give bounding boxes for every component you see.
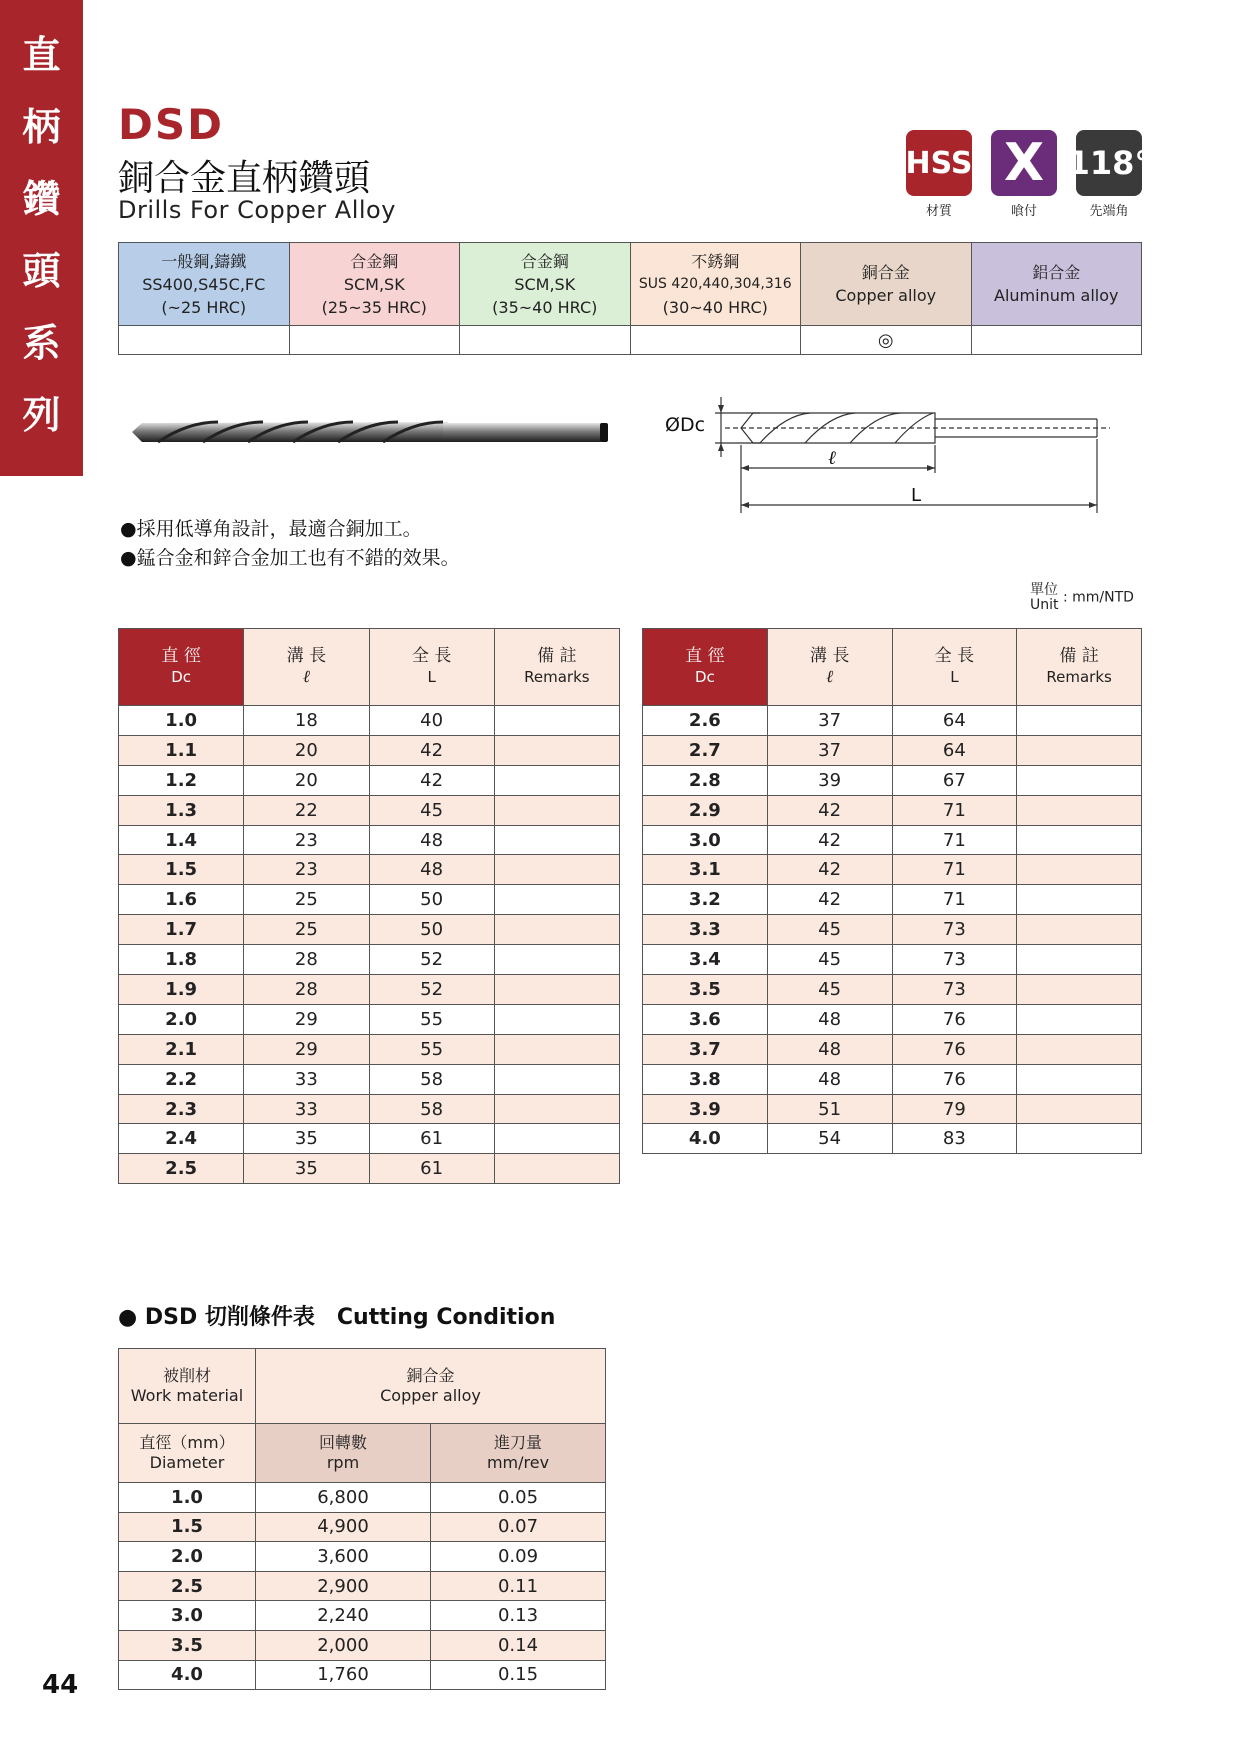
suitability-mark — [971, 326, 1142, 355]
cutting-table — [118, 1348, 606, 1690]
diameter-cell: 3.0 — [643, 825, 768, 855]
table-row — [643, 1064, 1142, 1094]
spec-table-left — [118, 628, 620, 1184]
table-row — [119, 1004, 620, 1034]
feed-header: 進刀量 mm/rev — [431, 1424, 606, 1483]
unit-zh: 單位 — [1030, 582, 1058, 598]
remarks-cell — [494, 945, 619, 975]
remarks-cell — [1017, 915, 1142, 945]
table-row — [643, 975, 1142, 1005]
badge-caption: 喰付 — [1010, 204, 1037, 219]
feed-cell: 0.05 — [431, 1483, 606, 1513]
table-row — [119, 975, 620, 1005]
table-row — [119, 945, 620, 975]
material-label: 一般鋼,鑄鐵 — [161, 251, 247, 271]
flute-length-cell: 20 — [244, 735, 369, 765]
table-row — [119, 1154, 620, 1184]
remarks-cell — [1017, 706, 1142, 736]
flute-length-cell: 33 — [244, 1064, 369, 1094]
sidebar-char: 直 — [22, 33, 61, 77]
rpm-cell: 3,600 — [256, 1542, 431, 1572]
flute-length-cell: 18 — [244, 706, 369, 736]
table-row — [119, 1094, 620, 1124]
flute-length-cell: 42 — [767, 855, 892, 885]
remarks-cell — [494, 1124, 619, 1154]
overall-length-cell: 71 — [892, 885, 1017, 915]
material-label: 合金鋼 — [520, 251, 569, 271]
sidebar-band — [0, 0, 83, 476]
diameter-cell: 2.5 — [119, 1571, 256, 1601]
diameter-cell: 3.2 — [643, 885, 768, 915]
table-row — [643, 765, 1142, 795]
table-row — [119, 885, 620, 915]
flute-length-cell: 25 — [244, 885, 369, 915]
rpm-cell: 2,240 — [256, 1601, 431, 1631]
overall-length-cell: 83 — [892, 1124, 1017, 1154]
remarks-cell — [494, 825, 619, 855]
page-number: 44 — [42, 1670, 79, 1700]
flute-length-cell: 23 — [244, 825, 369, 855]
diameter-cell: 3.1 — [643, 855, 768, 885]
overall-length-cell: 61 — [369, 1124, 494, 1154]
table-row — [119, 1601, 606, 1631]
material-cell — [971, 243, 1142, 326]
flute-length-cell: 23 — [244, 855, 369, 885]
feed-cell: 0.13 — [431, 1601, 606, 1631]
flute-length-cell: 25 — [244, 915, 369, 945]
sidebar-char: 柄 — [22, 105, 61, 149]
table-row — [643, 706, 1142, 736]
spec-table-right — [642, 628, 1142, 1154]
sidebar-char: 系 — [22, 321, 61, 365]
flute-length-cell: 20 — [244, 765, 369, 795]
flute-length-cell: 35 — [244, 1124, 369, 1154]
diameter-cell: 1.7 — [119, 915, 244, 945]
sidebar-char: 列 — [22, 393, 61, 437]
diameter-cell: 1.0 — [119, 1483, 256, 1513]
overall-length-cell: 79 — [892, 1094, 1017, 1124]
diameter-cell: 1.4 — [119, 825, 244, 855]
badge-caption: 材質 — [925, 204, 952, 219]
remarks-cell — [494, 885, 619, 915]
table-row — [643, 825, 1142, 855]
diameter-cell: 3.5 — [119, 1630, 256, 1660]
feed-cell: 0.07 — [431, 1512, 606, 1542]
hss-badge-icon: HSS — [906, 130, 972, 196]
table-row — [119, 706, 620, 736]
feed-cell: 0.14 — [431, 1630, 606, 1660]
spec-header: 溝 長 ℓ — [244, 629, 369, 706]
material-label: (30~40 HRC) — [662, 297, 768, 317]
material-label: Copper alloy — [835, 286, 937, 305]
diameter-cell: 3.5 — [643, 975, 768, 1005]
overall-length-cell: 42 — [369, 765, 494, 795]
table-row — [643, 915, 1142, 945]
overall-length-cell: 71 — [892, 825, 1017, 855]
remarks-cell — [1017, 825, 1142, 855]
overall-length-cell: 58 — [369, 1094, 494, 1124]
table-row — [119, 1571, 606, 1601]
product-code: DSD — [118, 100, 224, 149]
dc-label: ØDc — [665, 414, 706, 436]
spec-header: 全 長 L — [369, 629, 494, 706]
diameter-cell: 2.4 — [119, 1124, 244, 1154]
table-row — [119, 1034, 620, 1064]
flute-length-cell: 48 — [767, 1064, 892, 1094]
material-label: (25~35 HRC) — [321, 297, 427, 317]
drill-dimension-diagram — [665, 395, 1120, 520]
material-cell — [460, 243, 631, 326]
diameter-cell: 2.7 — [643, 735, 768, 765]
diameter-cell: 2.5 — [119, 1154, 244, 1184]
flute-length-cell: 45 — [767, 915, 892, 945]
flute-length-label: ℓ — [828, 447, 836, 469]
suitability-mark: ◎ — [801, 326, 972, 355]
material-label: SS400,S45C,FC — [142, 274, 266, 294]
diameter-cell: 1.1 — [119, 735, 244, 765]
table-row — [119, 1630, 606, 1660]
flute-length-cell: 42 — [767, 825, 892, 855]
rpm-cell: 2,000 — [256, 1630, 431, 1660]
spec-header: 備 註 Remarks — [494, 629, 619, 706]
flute-length-cell: 33 — [244, 1094, 369, 1124]
sidebar-char: 頭 — [22, 249, 61, 293]
rpm-cell: 4,900 — [256, 1512, 431, 1542]
overall-length-cell: 52 — [369, 975, 494, 1005]
remarks-cell — [1017, 855, 1142, 885]
flute-length-cell: 48 — [767, 1034, 892, 1064]
diameter-cell: 2.6 — [643, 706, 768, 736]
rpm-cell: 2,900 — [256, 1571, 431, 1601]
flute-length-cell: 42 — [767, 795, 892, 825]
diameter-cell: 1.5 — [119, 855, 244, 885]
overall-length-cell: 73 — [892, 915, 1017, 945]
table-row — [119, 1483, 606, 1513]
title-chinese: 銅合金直柄鑽頭 — [118, 158, 371, 199]
diameter-cell: 3.6 — [643, 1004, 768, 1034]
angle-badge-icon: 118° — [1076, 130, 1142, 196]
remarks-cell — [1017, 945, 1142, 975]
spec-header: 全 長 L — [892, 629, 1017, 706]
diameter-cell: 1.0 — [119, 706, 244, 736]
remarks-cell — [494, 1094, 619, 1124]
material-label: 鋁合金 — [1032, 263, 1081, 282]
spec-header: 直 徑 Dc — [643, 629, 768, 706]
table-row — [643, 1124, 1142, 1154]
cutting-section-title: ● DSD 切削條件表 Cutting Condition — [118, 1305, 556, 1330]
overall-length-cell: 40 — [369, 706, 494, 736]
overall-length-cell: 45 — [369, 795, 494, 825]
diameter-cell: 1.2 — [119, 765, 244, 795]
flute-length-cell: 42 — [767, 885, 892, 915]
remarks-cell — [1017, 1034, 1142, 1064]
table-row — [119, 1660, 606, 1690]
material-cell — [119, 243, 290, 326]
flute-length-cell: 28 — [244, 975, 369, 1005]
table-row — [119, 1542, 606, 1572]
material-label: (~25 HRC) — [161, 297, 247, 317]
remarks-cell — [1017, 1064, 1142, 1094]
material-label: (35~40 HRC) — [492, 297, 598, 317]
table-row — [119, 825, 620, 855]
flute-length-cell: 45 — [767, 975, 892, 1005]
material-label: 銅合金 — [861, 263, 910, 282]
overall-length-cell: 55 — [369, 1004, 494, 1034]
table-row — [643, 945, 1142, 975]
diameter-cell: 2.1 — [119, 1034, 244, 1064]
diameter-cell: 2.0 — [119, 1004, 244, 1034]
feature-item: ●錳合金和鋅合金加工也有不錯的效果。 — [120, 547, 460, 569]
remarks-cell — [494, 765, 619, 795]
material-label: 不銹鋼 — [691, 251, 740, 271]
diameter-cell: 2.9 — [643, 795, 768, 825]
diameter-cell: 1.3 — [119, 795, 244, 825]
suitability-mark — [460, 326, 631, 355]
diameter-cell: 3.0 — [119, 1601, 256, 1631]
unit-value: : mm/NTD — [1062, 589, 1134, 606]
feed-cell: 0.15 — [431, 1660, 606, 1690]
remarks-cell — [1017, 795, 1142, 825]
remarks-cell — [1017, 1094, 1142, 1124]
feed-cell: 0.09 — [431, 1542, 606, 1572]
flute-length-cell: 51 — [767, 1094, 892, 1124]
remarks-cell — [494, 1034, 619, 1064]
suitability-mark — [289, 326, 460, 355]
material-label: Aluminum alloy — [994, 286, 1119, 305]
remarks-cell — [1017, 765, 1142, 795]
flute-length-cell: 37 — [767, 706, 892, 736]
diameter-cell: 3.8 — [643, 1064, 768, 1094]
remarks-cell — [494, 1064, 619, 1094]
spec-header: 溝 長 ℓ — [767, 629, 892, 706]
rpm-cell: 6,800 — [256, 1483, 431, 1513]
table-row — [643, 735, 1142, 765]
badge-caption: 先端角 — [1089, 204, 1129, 219]
overall-length-cell: 48 — [369, 825, 494, 855]
sidebar-char: 鑽 — [22, 177, 61, 221]
material-cell — [801, 243, 972, 326]
table-row — [643, 1094, 1142, 1124]
copper-alloy-header: 銅合金 Copper alloy — [256, 1349, 606, 1424]
table-row — [119, 1064, 620, 1094]
diameter-cell: 3.9 — [643, 1094, 768, 1124]
diameter-cell: 2.8 — [643, 765, 768, 795]
remarks-cell — [1017, 735, 1142, 765]
overall-length-cell: 50 — [369, 885, 494, 915]
diameter-cell: 3.4 — [643, 945, 768, 975]
rpm-cell: 1,760 — [256, 1660, 431, 1690]
diameter-cell: 2.0 — [119, 1542, 256, 1572]
diameter-cell: 4.0 — [119, 1660, 256, 1690]
material-cell — [289, 243, 460, 326]
remarks-cell — [1017, 885, 1142, 915]
flute-length-cell: 35 — [244, 1154, 369, 1184]
table-row — [119, 765, 620, 795]
table-row — [119, 855, 620, 885]
diameter-cell: 1.6 — [119, 885, 244, 915]
table-row — [643, 1004, 1142, 1034]
suitability-mark — [630, 326, 801, 355]
table-row — [119, 735, 620, 765]
flute-length-cell: 29 — [244, 1034, 369, 1064]
diameter-cell: 1.8 — [119, 945, 244, 975]
remarks-cell — [1017, 1004, 1142, 1034]
table-row — [119, 1512, 606, 1542]
overall-length-cell: 64 — [892, 735, 1017, 765]
x-badge-icon: X — [991, 130, 1057, 196]
remarks-cell — [494, 706, 619, 736]
overall-length-cell: 71 — [892, 795, 1017, 825]
remarks-cell — [494, 855, 619, 885]
flute-length-cell: 48 — [767, 1004, 892, 1034]
suitability-mark — [119, 326, 290, 355]
diameter-cell: 4.0 — [643, 1124, 768, 1154]
table-row — [119, 795, 620, 825]
remarks-cell — [494, 975, 619, 1005]
overall-length-cell: 50 — [369, 915, 494, 945]
remarks-cell — [1017, 1124, 1142, 1154]
diameter-cell: 2.2 — [119, 1064, 244, 1094]
table-row — [643, 885, 1142, 915]
remarks-cell — [494, 1004, 619, 1034]
overall-length-cell: 67 — [892, 765, 1017, 795]
overall-length-cell: 73 — [892, 945, 1017, 975]
flute-length-cell: 45 — [767, 945, 892, 975]
flute-length-cell: 22 — [244, 795, 369, 825]
overall-length-cell: 64 — [892, 706, 1017, 736]
feed-cell: 0.11 — [431, 1571, 606, 1601]
overall-length-cell: 76 — [892, 1004, 1017, 1034]
flute-length-cell: 39 — [767, 765, 892, 795]
flute-length-cell: 54 — [767, 1124, 892, 1154]
material-label: SCM,SK — [343, 274, 405, 294]
remarks-cell — [494, 1154, 619, 1184]
diameter-cell: 1.9 — [119, 975, 244, 1005]
flute-length-cell: 37 — [767, 735, 892, 765]
diameter-cell: 3.3 — [643, 915, 768, 945]
overall-length-cell: 61 — [369, 1154, 494, 1184]
table-row — [119, 915, 620, 945]
material-label: SUS 420,440,304,316 — [638, 275, 792, 292]
diameter-cell: 2.3 — [119, 1094, 244, 1124]
diameter-header: 直徑（mm） Diameter — [119, 1424, 256, 1483]
remarks-cell — [494, 915, 619, 945]
overall-length-cell: 76 — [892, 1034, 1017, 1064]
overall-length-cell: 55 — [369, 1034, 494, 1064]
unit-note — [1030, 583, 1134, 613]
overall-length-cell: 73 — [892, 975, 1017, 1005]
overall-length-cell: 58 — [369, 1064, 494, 1094]
material-cell — [630, 243, 801, 326]
title-english: Drills For Copper Alloy — [118, 196, 396, 224]
overall-length-label: L — [911, 485, 922, 506]
material-table — [118, 242, 1142, 355]
feature-item: ●採用低導角設計，最適合銅加工。 — [120, 518, 422, 540]
table-row — [119, 1124, 620, 1154]
overall-length-cell: 71 — [892, 855, 1017, 885]
overall-length-cell: 42 — [369, 735, 494, 765]
drill-photo — [118, 400, 618, 470]
rpm-header: 回轉數 rpm — [256, 1424, 431, 1483]
remarks-cell — [1017, 975, 1142, 1005]
table-row — [643, 1034, 1142, 1064]
spec-header: 直 徑 Dc — [119, 629, 244, 706]
diameter-cell: 1.5 — [119, 1512, 256, 1542]
overall-length-cell: 48 — [369, 855, 494, 885]
remarks-cell — [494, 735, 619, 765]
work-material-header: 被削材 Work material — [119, 1349, 256, 1424]
overall-length-cell: 52 — [369, 945, 494, 975]
material-label: SCM,SK — [514, 274, 576, 294]
table-row — [643, 855, 1142, 885]
flute-length-cell: 29 — [244, 1004, 369, 1034]
overall-length-cell: 76 — [892, 1064, 1017, 1094]
spec-header: 備 註 Remarks — [1017, 629, 1142, 706]
remarks-cell — [494, 795, 619, 825]
material-label: 合金鋼 — [350, 251, 399, 271]
table-row — [643, 795, 1142, 825]
flute-length-cell: 28 — [244, 945, 369, 975]
diameter-cell: 3.7 — [643, 1034, 768, 1064]
unit-en: Unit — [1030, 597, 1059, 613]
